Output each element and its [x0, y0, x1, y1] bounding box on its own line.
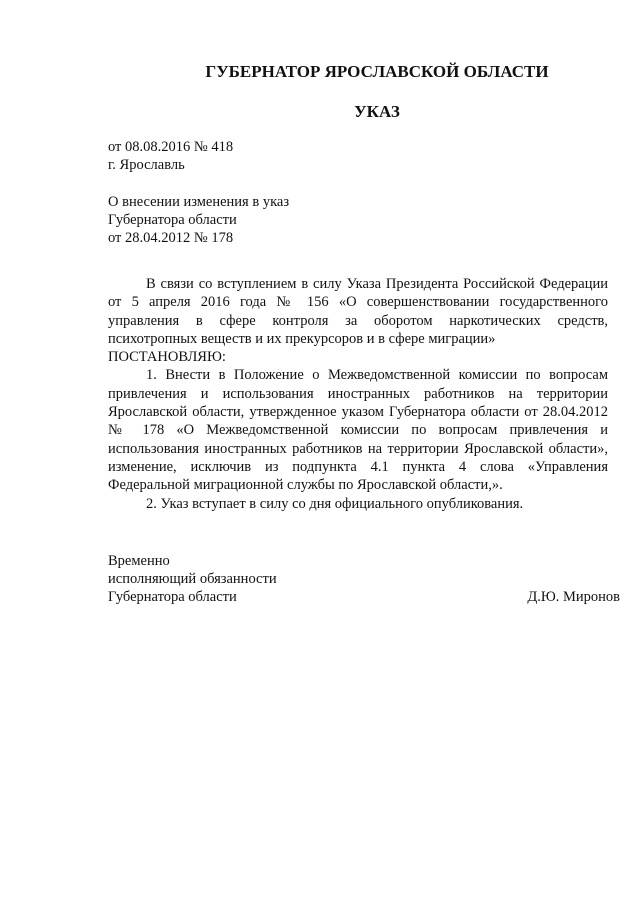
signatory-name: Д.Ю. Миронов [527, 589, 620, 605]
signature-line-1: Временно [108, 553, 170, 569]
subject-line-1: О внесении изменения в указ [108, 194, 290, 210]
preamble-paragraph: В связи со вступлением в силу Указа Президента Российской Федерации от 5 апреля 2016 года № 156 «О совершенствовании государственного управления в сфере контроля за оборотом наркотических средств, психотропных веществ и их прекурсоров и в сфере миграции» [108, 276, 608, 347]
decree-word: ПОСТАНОВЛЯЮ: [108, 349, 226, 366]
date-number: от 08.08.2016 № 418 [108, 139, 234, 155]
decree-body [108, 275, 608, 513]
item-2-paragraph: 2. Указ вступает в силу со дня официального опубликования. [146, 495, 524, 512]
subject-line-3: от 28.04.2012 № 178 [108, 230, 234, 246]
subject-line-2: Губернатора области [108, 212, 237, 228]
signature-line-2: исполняющий обязанности [108, 571, 277, 587]
signature-line-3: Губернатора области [108, 589, 237, 605]
doc-type-heading: УКАЗ [354, 102, 400, 121]
city: г. Ярославль [108, 157, 185, 173]
item-1-paragraph: 1. Внести в Положение о Межведомственной комиссии по вопросам привлечения и использования иностранных работников на территории Ярославской области, утвержденное указом Губернатора области от 28.04.2012 № 178 «О Межведомственной комиссии по вопросам привлечения и использования иностранных работников на территории Ярославской области», изменение, исключив из подпункта 4.1 пункта 4 слова «Управления Федеральной миграционной службы по Ярославской области,». [108, 367, 608, 494]
authority-heading: ГУБЕРНАТОР ЯРОСЛАВСКОЙ ОБЛАСТИ [205, 62, 549, 81]
